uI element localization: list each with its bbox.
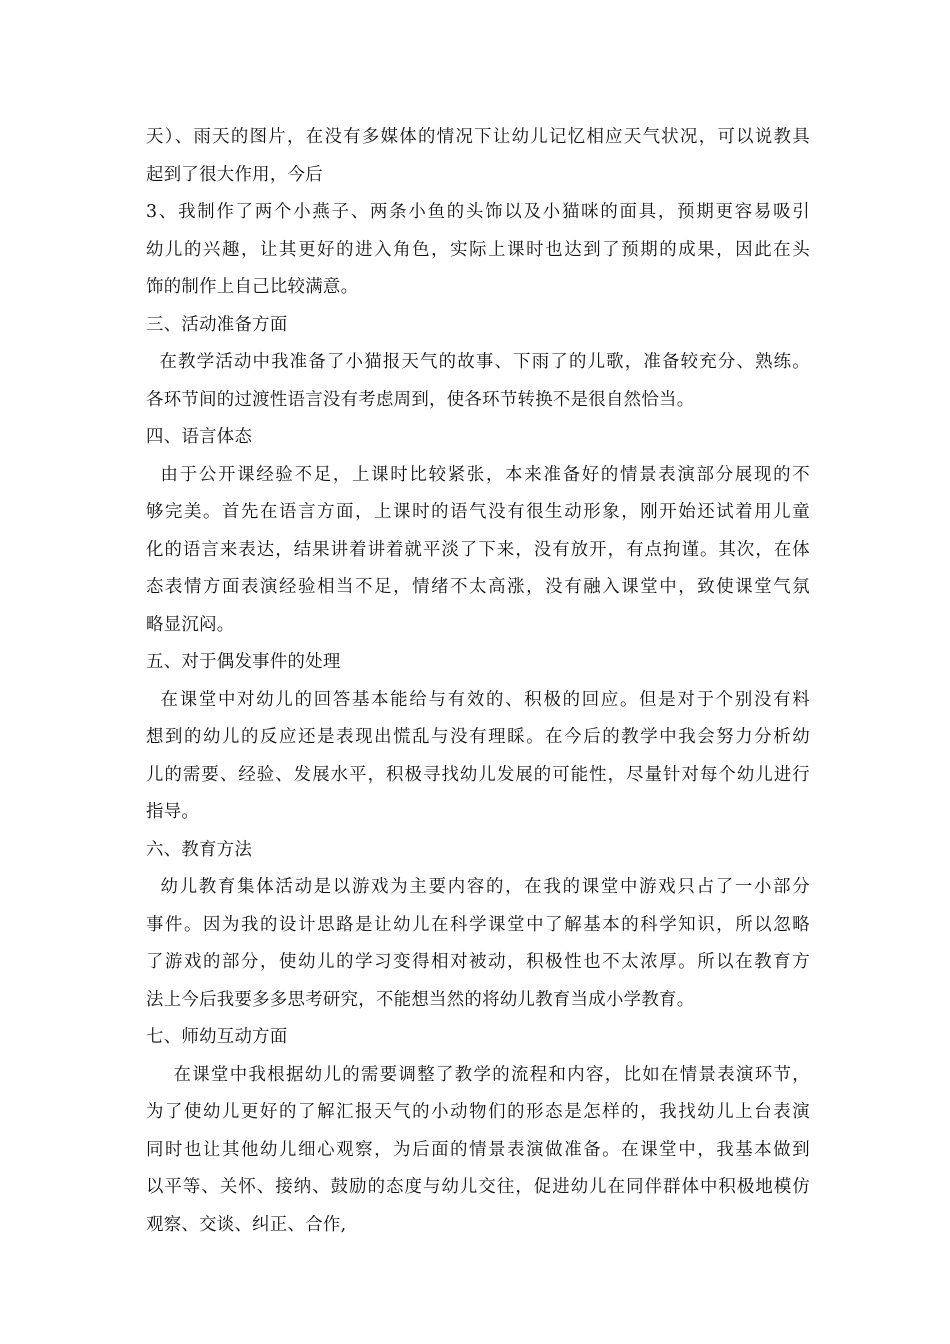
text-line: 略显沉闷。 <box>146 614 235 635</box>
text-line: 为了使幼儿更好的了解汇报天气的小动物们的形态是怎样的，我找幼儿上台表演 <box>146 1102 810 1122</box>
section-heading: 七、师幼互动方面 <box>146 1027 288 1047</box>
text-line: 天）、雨天的图片，在没有多媒体的情况下让幼儿记忆相应天气状况，可以说教具 <box>146 127 810 147</box>
text-line: 化的语言来表达，结果讲着讲着就平淡了下来，没有放开，有点拘谨。其次，在体 <box>146 539 810 560</box>
document-page <box>146 119 810 1244</box>
text-line: 在课堂中对幼儿的回答基本能给与有效的、积极的回应。但是对于个别没有料 <box>146 689 810 710</box>
text-line: 以平等、关怀、接纳、鼓励的态度与幼儿交往，促进幼儿在同伴群体中积极地模仿 <box>146 1177 810 1197</box>
text-line: 3、我制作了两个小燕子、两条小鱼的头饰以及小猫咪的面具，预期更容易吸引 <box>146 202 810 222</box>
text-line: 法上今后我要多多思考研究，不能想当然的将幼儿教育当成小学教育。 <box>146 989 695 1010</box>
text-line: 在教学活动中我准备了小猫报天气的故事、下雨了的儿歌，准备较充分、熟练。 <box>146 352 810 372</box>
section-heading: 六、教育方法 <box>146 839 253 860</box>
section-heading: 三、活动准备方面 <box>146 314 288 335</box>
text-line: 起到了很大作用，今后 <box>146 164 323 185</box>
text-line: 幼儿的兴趣，让其更好的进入角色，实际上课时也达到了预期的成果，因此在头 <box>146 239 810 260</box>
text-line: 指导。 <box>146 802 200 822</box>
text-line: 饰的制作上自己比较满意。 <box>146 277 359 297</box>
text-line: 够完美。首先在语言方面，上课时的语气没有很生动形象，刚开始还试着用儿童 <box>146 502 810 522</box>
section-heading: 四、语言体态 <box>146 427 253 447</box>
text-line: 同时也让其他幼儿细心观察，为后面的情景表演做准备。在课堂中，我基本做到 <box>146 1139 810 1160</box>
text-line: 在课堂中我根据幼儿的需要调整了教学的流程和内容，比如在情景表演环节， <box>146 1064 810 1085</box>
text-line: 观察、交谈、纠正、合作, <box>146 1214 347 1235</box>
text-line: 态表情方面表演经验相当不足，情绪不太高涨，没有融入课堂中，致使课堂气氛 <box>146 577 810 597</box>
text-line: 幼儿教育集体活动是以游戏为主要内容的，在我的课堂中游戏只占了一小部分 <box>146 877 810 897</box>
text-line: 事件。因为我的设计思路是让幼儿在科学课堂中了解基本的科学知识，所以忽略 <box>146 914 810 935</box>
section-heading: 五、对于偶发事件的处理 <box>146 652 341 672</box>
text-line: 了游戏的部分，使幼儿的学习变得相对被动，积极性也不太浓厚。所以在教育方 <box>146 952 810 972</box>
text-line: 想到的幼儿的反应还是表现出慌乱与没有理睬。在今后的教学中我会努力分析幼 <box>146 727 810 747</box>
text-line: 各环节间的过渡性语言没有考虑周到，使各环节转换不是很自然恰当。 <box>146 389 695 410</box>
text-line: 儿的需要、经验、发展水平，积极寻找幼儿发展的可能性，尽量针对每个幼儿进行 <box>146 764 810 785</box>
text-line: 由于公开课经验不足，上课时比较紧张，本来准备好的情景表演部分展现的不 <box>146 464 810 485</box>
